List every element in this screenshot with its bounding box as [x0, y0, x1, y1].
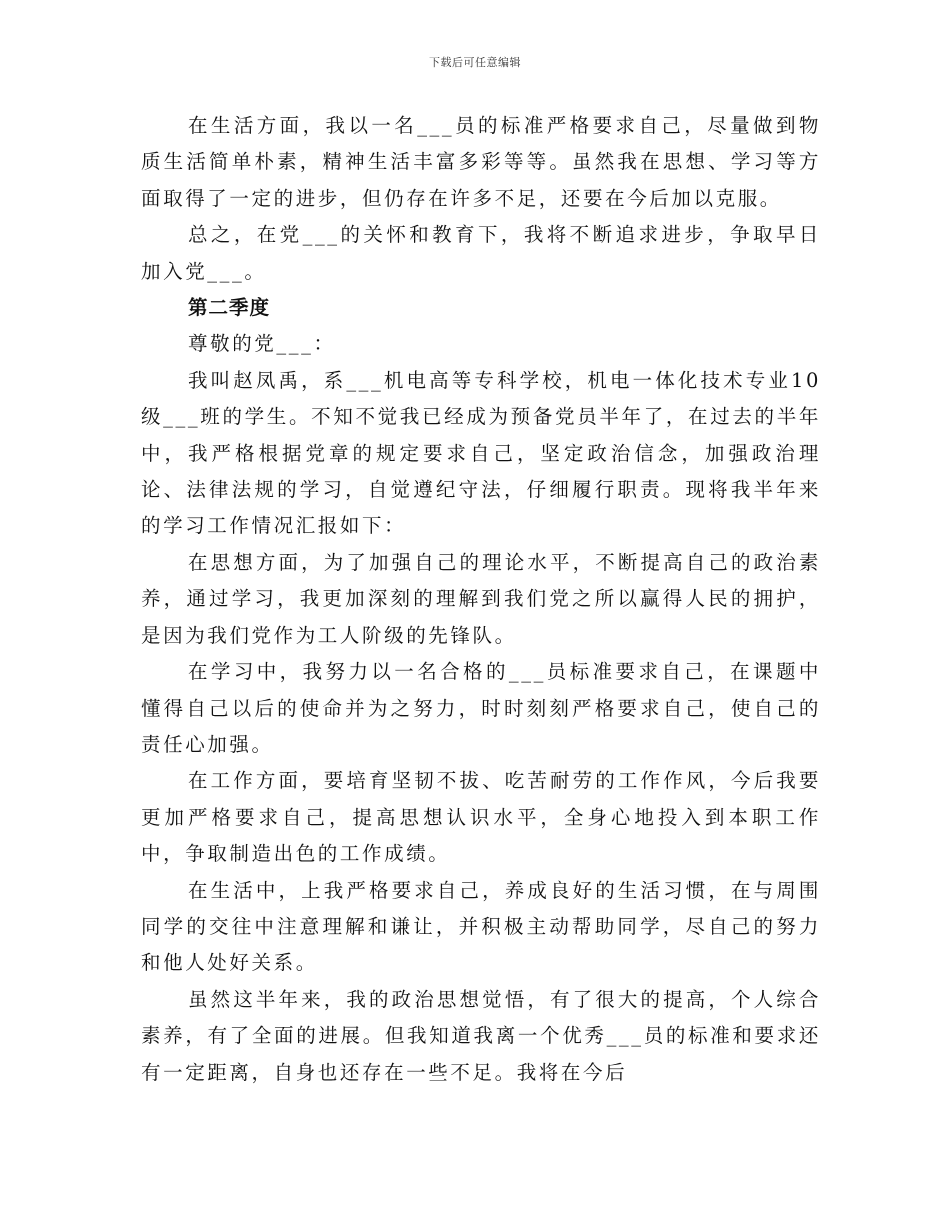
- salutation: 尊敬的党___：: [188, 332, 336, 356]
- paragraph-thought: 在思想方面，为了加强自己的理论水平，不断提高自己的政治素养，通过学习，我更加深刻的理解到我们党之所以赢得人民的拥护，是因为我们党作为工人阶级的先锋队。: [141, 550, 821, 647]
- paragraph-life-aspect: 在生活方面，我以一名___员的标准严格要求自己，尽量做到物质生活简单朴素，精神生活丰富多彩等等。虽然我在思想、学习等方面取得了一定的进步，但仍存在许多不足，还要在今后加以克服。: [141, 114, 821, 210]
- section-title: 第二季度: [188, 296, 271, 320]
- page-header-note: 下载后可任意编辑: [429, 56, 521, 69]
- paragraph-study: 在学习中，我努力以一名合格的___员标准要求自己，在课题中懂得自己以后的使命并为之努力，时时刻刻严格要求自己，使自己的责任心加强。: [141, 660, 821, 756]
- document-body: [141, 108, 821, 1091]
- paragraph-work: 在工作方面，要培育坚韧不拔、吃苦耐劳的工作作风，今后我要更加严格要求自己，提高思想认识水平，全身心地投入到本职工作中，争取制造出色的工作成绩。: [141, 769, 821, 866]
- paragraph-conclusion: 总之，在党___的关怀和教育下，我将不断追求进步，争取早日加入党___。: [141, 223, 821, 283]
- paragraph-daily-life: 在生活中，上我严格要求自己，养成良好的生活习惯，在与周围同学的交往中注意理解和谦让，并积极主动帮助同学，尽自己的努力和他人处好关系。: [141, 878, 821, 975]
- paragraph-summary: 虽然这半年来，我的政治思想觉悟，有了很大的提高，个人综合素养，有了全面的进展。但我知道我离一个优秀___员的标准和要求还有一定距离，自身也还存在一些不足。我将在今后: [141, 987, 821, 1084]
- paragraph-introduction: 我叫赵凤禹，系___机电高等专科学校，机电一体化技术专业10级___班的学生。不知不觉我已经成为预备党员半年了，在过去的半年中，我严格根据党章的规定要求自己，坚定政治信念，加强政治理论、法律法规的学习，自觉遵纪守法，仔细履行职责。现将我半年来的学习工作情况汇报如下：: [141, 368, 821, 538]
